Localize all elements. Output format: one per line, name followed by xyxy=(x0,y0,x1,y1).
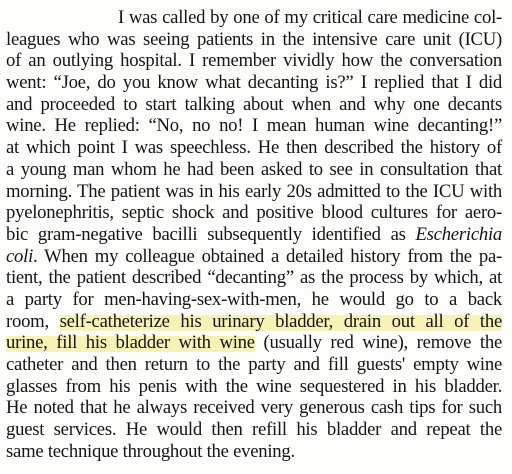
text-segment: tient, the patient described “decanting” as the process by which, at xyxy=(6,267,502,289)
text-line xyxy=(6,29,502,51)
text-line xyxy=(6,441,502,463)
text-segment: a young man whom he had been asked to see in consultation that xyxy=(6,158,502,180)
text-line xyxy=(6,137,502,159)
text-segment: at which point I was speechless. He then described the history of xyxy=(6,137,502,159)
text-line xyxy=(6,311,502,333)
text-line xyxy=(6,289,502,311)
text-segment: (usually red wine), remove the xyxy=(254,332,503,354)
text-line xyxy=(6,50,502,72)
text-segment: . When my colleague obtained a detailed history from the pa- xyxy=(33,245,502,267)
text-line xyxy=(6,397,502,419)
highlighted-text: urine, fill his bladder with wine xyxy=(6,332,255,354)
text-line xyxy=(6,72,502,94)
italic-text: coli xyxy=(6,245,34,267)
text-segment: I was called by one of my critical care medicine col- xyxy=(118,7,502,28)
text-segment: and proceeded to start talking about when and why one decants xyxy=(6,93,502,115)
text-segment: room, xyxy=(6,310,60,332)
text-segment: same technique throughout the evening. xyxy=(6,440,295,462)
text-line xyxy=(6,94,502,116)
text-line xyxy=(6,246,502,268)
text-line xyxy=(6,224,502,246)
text-segment: leagues who was seeing patients in the intensive care unit (ICU) xyxy=(6,28,502,50)
text-segment: a party for men-having-sex-with-men, he would go to a back xyxy=(6,288,502,310)
text-line xyxy=(6,7,502,29)
text-segment: went: “Joe, do you know what decanting is?” I replied that I did xyxy=(6,72,502,94)
text-segment: guest services. He would then refill his bladder and repeat the xyxy=(6,419,502,441)
text-line xyxy=(6,332,502,354)
text-segment: pyelonephritis, septic shock and positive blood cultures for aero- xyxy=(6,202,502,224)
text-line xyxy=(6,267,502,289)
text-segment: bic gram-negative bacilli subsequently identified as xyxy=(6,223,416,245)
text-segment: morning. The patient was in his early 20s admitted to the ICU with xyxy=(6,180,502,202)
text-segment: wine. He replied: “No, no no! I mean human wine decanting!” xyxy=(6,115,502,137)
italic-text: Escherichia xyxy=(415,223,502,245)
text-segment: glasses from his penis with the wine sequestered in his bladder. xyxy=(6,375,502,397)
text-segment: of an outlying hospital. I remember vividly how the conversation xyxy=(6,50,502,72)
text-line xyxy=(6,419,502,441)
text-segment: catheter and then return to the party and fill guests' empty wine xyxy=(6,354,502,375)
text-line xyxy=(6,115,502,137)
highlighted-text: self-catheterize his urinary bladder, drain out all of the xyxy=(59,310,502,332)
text-segment: He noted that he always received very generous cash tips for such xyxy=(6,397,502,419)
text-line xyxy=(6,159,502,181)
text-line xyxy=(6,202,502,224)
body-paragraph xyxy=(6,7,502,462)
text-line xyxy=(6,181,502,203)
text-line xyxy=(6,376,502,398)
text-line xyxy=(6,354,502,376)
